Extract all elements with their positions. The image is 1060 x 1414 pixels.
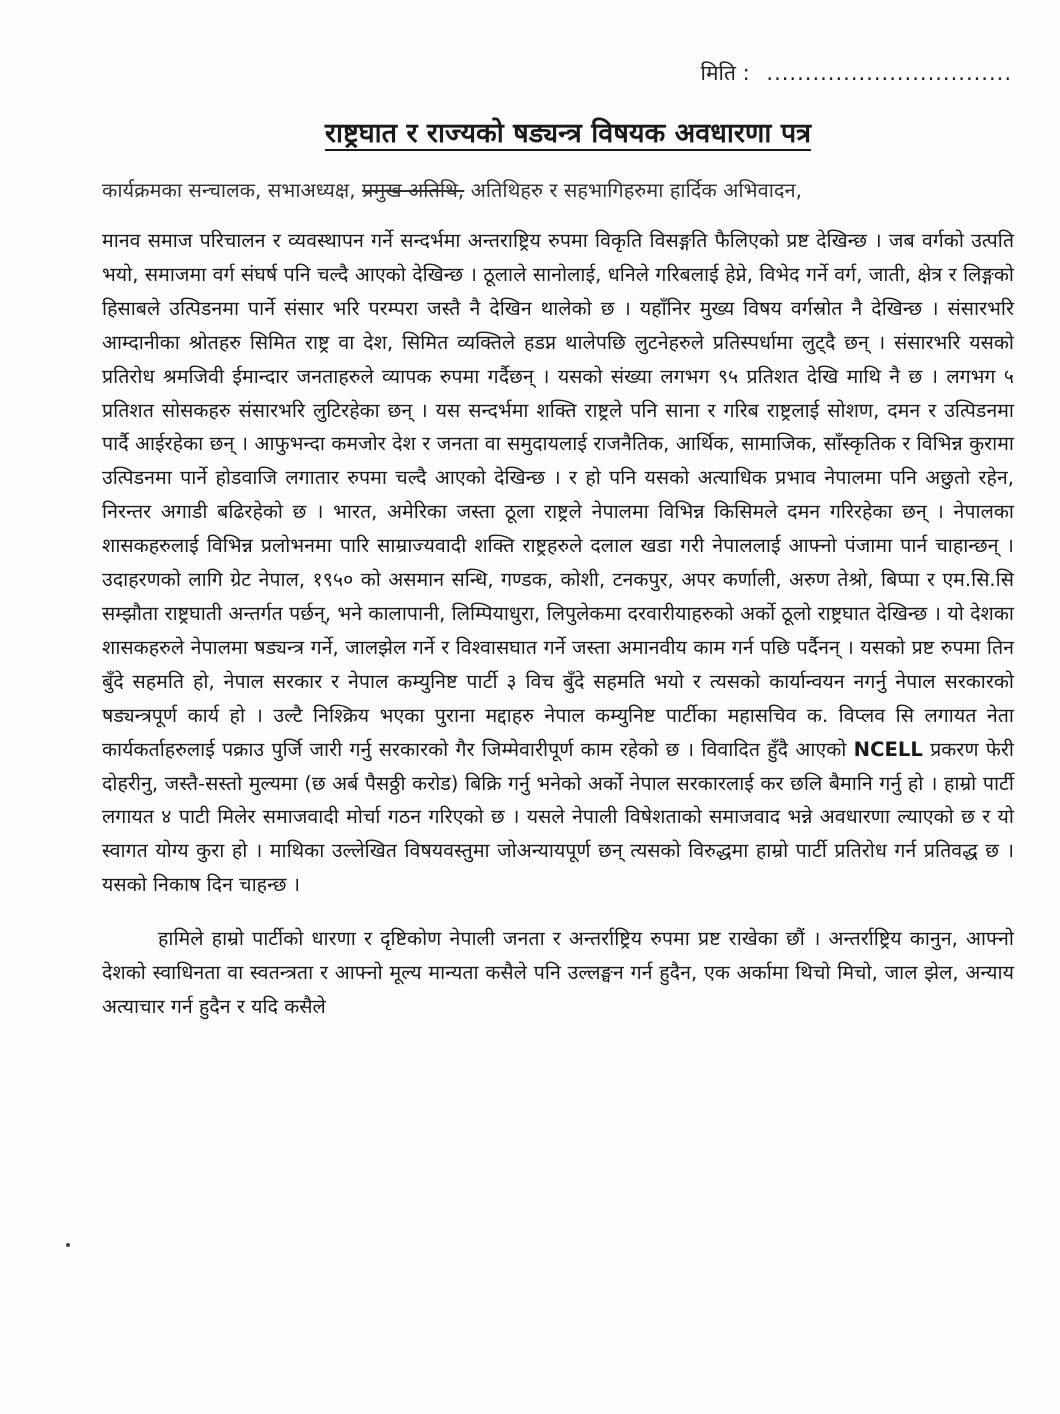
paragraph-1-ncell: NCELL	[853, 737, 923, 761]
body-paragraph-1	[102, 224, 1014, 902]
date-label: मिति :	[700, 61, 750, 85]
body-paragraph-2: हामिले हाम्रो पार्टीको धारणा र दृष्टिकोण नेपाली जनता र अन्तर्राष्ट्रिय रुपमा प्रष्ट राखेका छौं । अन्तर्राष्ट्रिय कानुन, आफ्नो देशको स्वाधिनता वा स्वतन्त्रता र आफ्नो मूल्य मान्यता कसैले पनि उल्लङ्घन गर्न हुदैन, एक अर्कामा थिचो मिचो, जाल झेल, अन्याय अत्याचार गर्न हुदैन र यदि कसैले	[102, 927, 1014, 1018]
greeting-line	[102, 174, 1014, 206]
greeting-text-start: कार्यक्रमका सन्चालक, सभाअध्यक्ष,	[102, 178, 362, 202]
greeting-text-end: अतिथिहरु र सहभागिहरुमा हार्दिक अभिवादन,	[464, 178, 802, 202]
paragraph-1-text-b: प्रकरण फेरी दोहरीनु, जस्तै-सस्तो मुल्यमा (छ अर्ब पैसठ्ठी करोड) बिक्रि गर्नु भनेको अर्को नेपाल सरकारलाई कर छलि बैमानि गर्नु हो । हाम्रो पार्टी लगायत ४ पाटी मिलेर समाजवादी मोर्चा गठन गरिएको छ । यसले नेपाली विषेशताको समाजवाद भन्ने अवधारणा ल्याएको छ र यो स्वागत योग्य कुरा हो । माथिका उल्लेखित विषयवस्तुमा जोअन्यायपूर्ण छन् त्यसको विरुद्धमा हाम्रो पार्टी प्रतिरोध गर्न प्रतिवद्ध छ । यसको निकाष दिन चाहन्छ ।	[102, 737, 1014, 897]
greeting-struck-text: प्रमुख अतिथि,	[361, 178, 465, 202]
paragraph-1-text-a: मानव समाज परिचालन र व्यवस्थापन गर्ने सन्दर्भमा अन्तराष्ट्रिय रुपमा विकृति विसङ्गति फैलिएको प्रष्ट देखिन्छ । जब वर्गको उत्पति भयो, समाजमा वर्ग संघर्ष पनि चल्दै आएको देखिन्छ । ठूलाले सानोलाई, धनिले गरिबलाई हेप्ने, विभेद गर्ने वर्ग, जाती, क्षेत्र र लिङ्गको हिसाबले उत्पिडनमा पार्ने संसार भरि परम्परा जस्तै नै देखिन थालेको छ । यहाँनिर मुख्य विषय वर्गस्रोत नै देखिन्छ । संसारभरि आम्दानीका श्रोतहरु सिमित राष्ट्र वा देश, सिमित व्यक्तिले हडप्न थालेपछि लुटनेहरुले प्रतिस्पर्धामा लुट्दै छन् । संसारभरि यसको प्रतिरोध श्रमजिवी ईमान्दार जनताहरुले व्यापक रुपमा गर्दैछन् । यसको संख्या लगभग ९५ प्रतिशत देखि माथि नै छ । लगभग ५ प्रतिशत सोसकहरु संसारभरि लुटिरहेका छन् । यस सन्दर्भमा शक्ति राष्ट्रले पनि साना र गरिब राष्ट्रलाई सोशण, दमन र उत्पिडनमा पार्दै आईरहेका छन् । आफुभन्दा कमजोर देश र जनता वा समुदायलाई राजनैतिक, आर्थिक, सामाजिक, साँस्कृतिक र विभिन्न कुरामा उत्पिडनमा पार्ने होडवाजि लगातार रुपमा चल्दै आएको देखिन्छ । र हो पनि यसको अत्याधिक प्रभाव नेपालमा पनि अछुतो रहेन, निरन्तर अगाडी बढिरहेको छ । भारत, अमेरिका जस्ता ठूला राष्ट्रले नेपालमा विभिन्न किसिमले दमन गरिरहेका छन् । नेपालका शासकहरुलाई विभिन्न प्रलोभनमा पारि साम्राज्यवादी शक्ति राष्ट्रहरुले दलाल खडा गरी नेपाललाई आफ्नो पंजामा पार्न चाहान्छन् । उदाहरणको लागि ग्रेट नेपाल, १९५० को असमान सन्धि, गण्डक, कोशी, टनकपुर, अपर कर्णाली, अरुण तेश्रो, बिप्पा र एम.सि.सि सम्झौता राष्ट्रघाती अन्तर्गत पर्छन्, भने कालापानी, लिम्पियाधुरा, लिपुलेकमा दरवारीयाहरुको अर्को ठूलो राष्ट्रघात देखिन्छ । यो देशका शासकहरुले नेपालमा षड्यन्त्र गर्ने, जालझेल गर्ने र विश्वासघात गर्ने जस्ता अमानवीय काम गर्न पछि पर्दैनन् । यसको प्रष्ट रुपमा तिन बुँदे सहमति हो, नेपाल सरकार र नेपाल कम्युनिष्ट पार्टी ३ विच बुँदे सहमति भयो र त्यसको कार्यान्वयन नगर्नु नेपाल सरकारको षड्यन्त्रपूर्ण कार्य हो । उल्टै निश्क्रिय भएका पुराना मद्दाहरु नेपाल कम्युनिष्ट पार्टीका महासचिव क. विप्लव सि लगायत नेता कार्यकर्ताहरुलाई पक्राउ पुर्जि जारी गर्नु सरकारको गैर जिम्मेवारीपूर्ण काम रहेको छ । विवादित हुँदै आएको	[102, 229, 1014, 761]
date-line	[102, 58, 1012, 88]
date-blank: ................................	[766, 61, 1012, 85]
document-title: राष्ट्रघात र राज्यको षड्यन्त्र विषयक अवधारणा पत्र	[324, 118, 812, 149]
margin-speck	[66, 1243, 70, 1247]
